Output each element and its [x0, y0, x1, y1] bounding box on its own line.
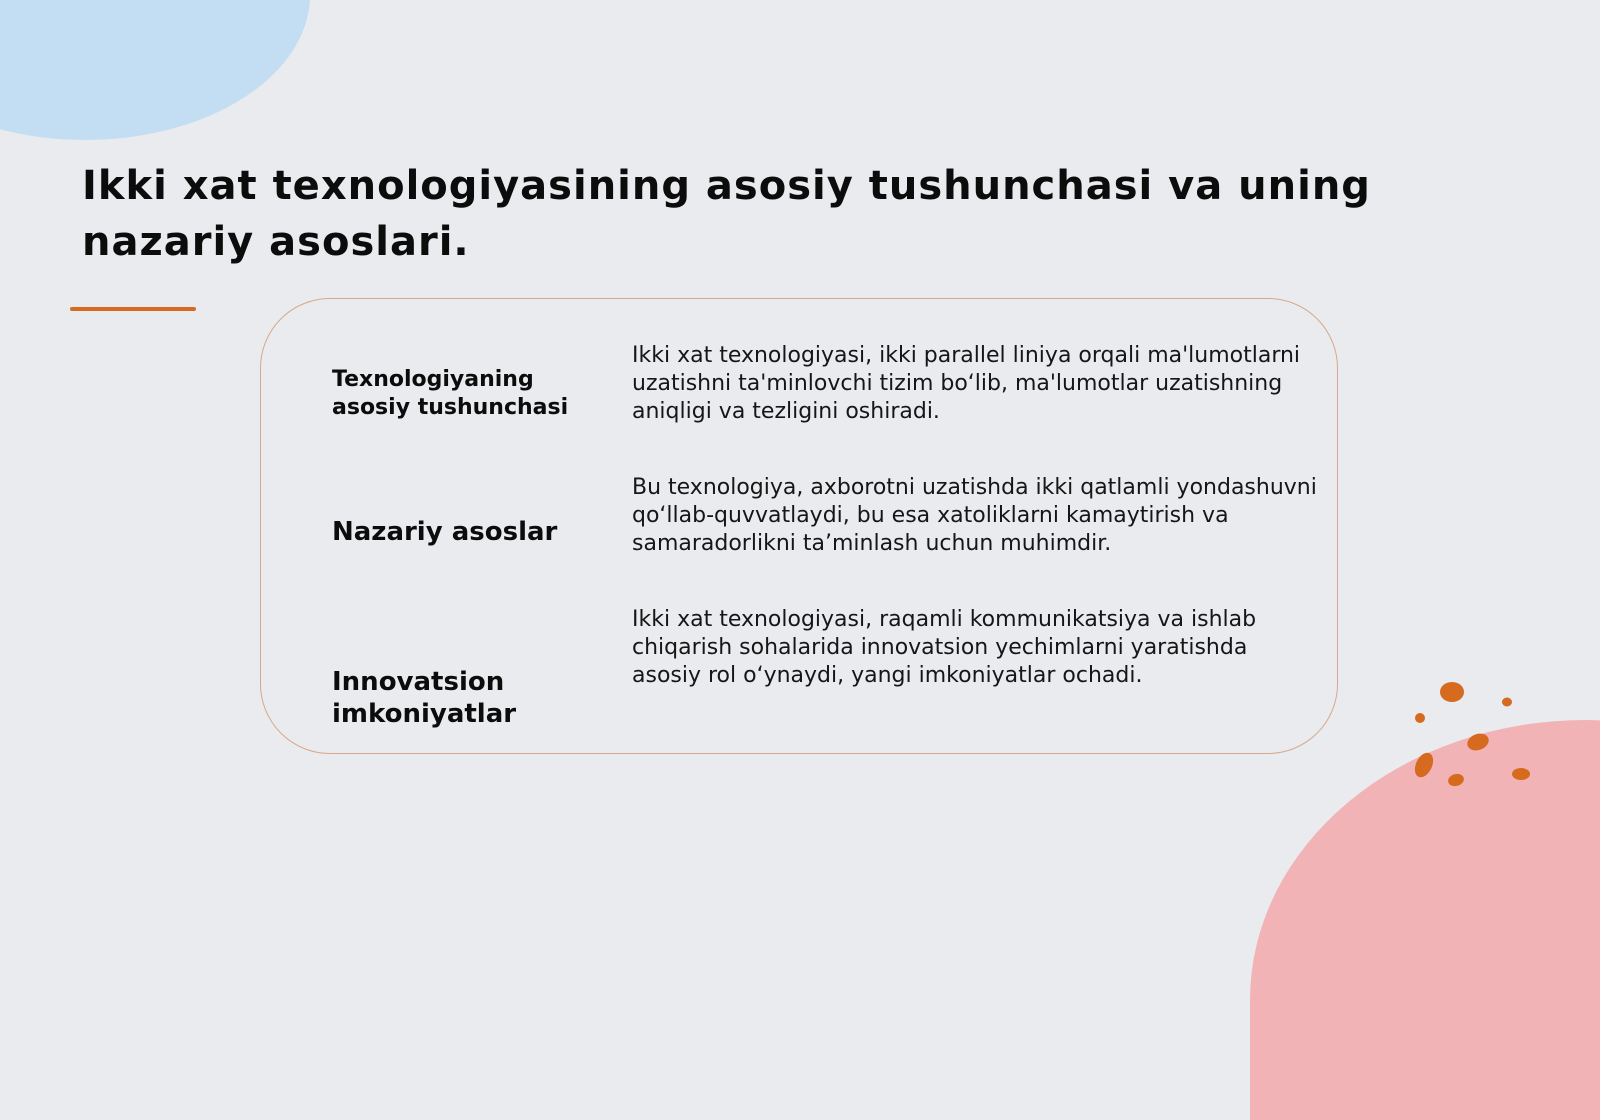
row-label-texnologiyaning-asosiy-tushunchasi: Texnologiyaning asosiy tushunchasi	[332, 367, 569, 420]
row-description-texnologiyaning-asosiy-tushunchasi: Ikki xat texnologiyasi, ikki parallel liniya orqali ma'lumotlarni uzatishni ta'minlovchi tizim bo‘lib, ma'lumotlar uzatishning aniqligi va tezligini oshiradi.	[632, 343, 1301, 424]
row-description-nazariy-asoslar: Bu texnologiya, axborotni uzatishda ikki qatlamli yondashuvni qo‘llab-quvvatlaydi, bu esa xatoliklarni kamaytirish va samaradorlikni ta’minlash uchun muhimdir.	[632, 475, 1317, 556]
decorative-paint-splatter	[1380, 670, 1540, 800]
row-description-innovatsion-imkoniyatlar: Ikki xat texnologiyasi, raqamli kommunikatsiya va ishlab chiqarish sohalarida innovatsion yechimlarni yaratishda asosiy rol o‘ynaydi, yangi imkoniyatlar ochadi.	[632, 607, 1257, 688]
row-label-nazariy-asoslar: Nazariy asoslar	[332, 517, 558, 547]
slide-title: Ikki xat texnologiyasining asosiy tushunchasi va uning nazariy asoslari.	[82, 163, 1371, 265]
row-label-innovatsion-imkoniyatlar: Innovatsion imkoniyatlar	[332, 667, 517, 729]
title-accent-line	[70, 307, 196, 311]
decorative-blue-blob	[0, 0, 310, 140]
